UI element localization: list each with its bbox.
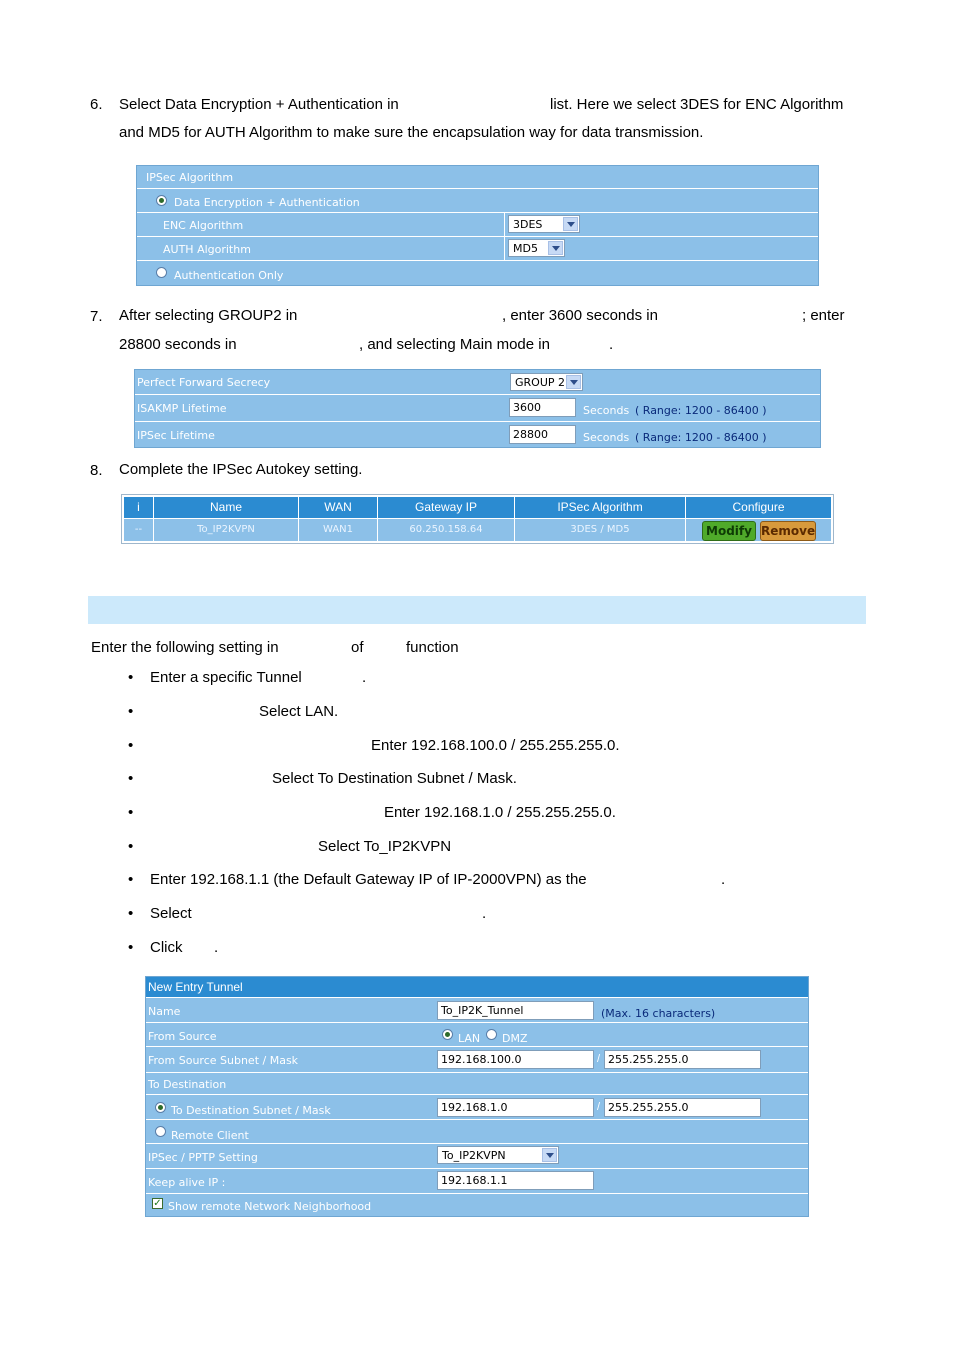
- header-wan: WAN: [324, 500, 352, 514]
- step-number: 8.: [90, 462, 103, 479]
- to-destination-subnet-label: To Destination Subnet / Mask: [171, 1104, 331, 1117]
- cell-wan: WAN1: [322, 524, 354, 535]
- auth-algorithm-label: AUTH Algorithm: [163, 243, 251, 256]
- pfs-value: GROUP 2: [515, 376, 566, 389]
- seconds-label: Seconds: [583, 431, 630, 444]
- intro-text-c: function: [406, 639, 459, 656]
- intro-text-a: Enter the following setting in: [91, 639, 279, 656]
- modify-button[interactable]: Modify: [702, 521, 756, 541]
- dmz-label: DMZ: [502, 1032, 528, 1045]
- list-item-text: Enter 192.168.100.0 / 255.255.255.0.: [371, 737, 620, 754]
- from-subnet-label: From Source Subnet / Mask: [148, 1054, 299, 1067]
- to-destination-subnet-radio[interactable]: [155, 1102, 166, 1113]
- step7-text-b: , enter 3600 seconds in: [502, 307, 658, 324]
- step6-text-a: Select Data Encryption + Authentication in: [119, 96, 399, 113]
- isakmp-lifetime-label: ISAKMP Lifetime: [137, 402, 227, 415]
- isakmp-lifetime-input[interactable]: 3600: [509, 398, 576, 417]
- seconds-label: Seconds: [583, 404, 630, 417]
- enc-algorithm-label: ENC Algorithm: [163, 219, 244, 232]
- step7-text-f: .: [609, 336, 614, 353]
- cell-ipsec-algorithm: 3DES / MD5: [570, 524, 630, 535]
- ipsec-algorithm-panel: [136, 165, 819, 286]
- header-index: i: [137, 500, 140, 514]
- range-hint: ( Range: 1200 - 86400 ): [635, 404, 767, 417]
- lifetime-panel: [134, 369, 821, 448]
- auth-algorithm-value: MD5: [513, 242, 538, 255]
- pfs-select[interactable]: [510, 373, 583, 391]
- ipsec-pptp-select[interactable]: [437, 1146, 559, 1164]
- step-number: 7.: [90, 308, 103, 325]
- lan-radio[interactable]: [442, 1029, 453, 1040]
- auth-algorithm-select[interactable]: [508, 239, 565, 257]
- dmz-radio[interactable]: [486, 1029, 497, 1040]
- from-source-label: From Source: [148, 1030, 217, 1043]
- cell-index: --: [134, 524, 143, 535]
- new-entry-tunnel-panel: New Entry Tunnel Name To_IP2K_Tunnel (Max. 16 characters) From Source LAN DMZ From Source Subnet / Mask 192.168.100.0 / 255.255.255.0 To Destination To Destination Subnet / Mask 192.168.1.0 / 255.255.255.0 Remote Client IPSec / PPTP Setting To_IP2KVPN Keep alive IP : 192.168.1.1 ✓ Show remote Network Neighborhood: [145, 976, 809, 1217]
- list-item-end: .: [214, 939, 219, 956]
- keepalive-input[interactable]: 192.168.1.1: [437, 1171, 594, 1190]
- cell-name: To_IP2KVPN: [197, 524, 255, 535]
- section-heading-bar: [88, 596, 866, 624]
- list-item-text: Select To_IP2KVPN: [318, 838, 452, 855]
- from-mask-input[interactable]: 255.255.255.0: [604, 1050, 761, 1069]
- list-item-end: .: [362, 669, 367, 686]
- ipsec-pptp-label: IPSec / PPTP Setting: [148, 1151, 258, 1164]
- list-item-end: .: [482, 905, 487, 922]
- auth-only-radio[interactable]: [156, 267, 167, 278]
- to-mask-input[interactable]: 255.255.255.0: [604, 1098, 761, 1117]
- enc-algorithm-value: 3DES: [513, 218, 543, 231]
- remote-client-label: Remote Client: [171, 1129, 249, 1142]
- chevron-down-icon: [548, 241, 563, 255]
- to-subnet-input[interactable]: 192.168.1.0: [437, 1098, 594, 1117]
- name-hint: (Max. 16 characters): [601, 1007, 716, 1020]
- header-name: Name: [209, 500, 242, 514]
- step-number: 6.: [90, 96, 103, 113]
- list-item: • Enter a specific Tunnel: [128, 669, 302, 686]
- to-destination-label: To Destination: [148, 1078, 227, 1091]
- header-gateway-ip: Gateway IP: [414, 500, 478, 514]
- show-remote-label: Show remote Network Neighborhood: [168, 1200, 372, 1213]
- from-subnet-input[interactable]: 192.168.100.0: [437, 1050, 594, 1069]
- chevron-down-icon: [563, 217, 578, 231]
- header-configure: Configure: [732, 500, 785, 514]
- name-label: Name: [148, 1005, 181, 1018]
- step7-text-e: , and selecting Main mode in: [359, 336, 550, 353]
- autokey-table: [121, 494, 834, 544]
- step7-text-a: After selecting GROUP2 in: [119, 307, 298, 324]
- checkbox-icon[interactable]: ✓: [153, 1198, 162, 1209]
- pfs-label: Perfect Forward Secrecy: [137, 376, 271, 389]
- step8-text: Complete the IPSec Autokey setting.: [119, 461, 363, 478]
- range-hint: ( Range: 1200 - 86400 ): [635, 431, 767, 444]
- chevron-down-icon: [542, 1148, 557, 1162]
- step7-text-c: ; enter: [802, 307, 845, 324]
- remove-button[interactable]: Remove: [760, 521, 816, 541]
- panel-title: New Entry Tunnel: [148, 980, 243, 994]
- header-ipsec-algorithm: IPSec Algorithm: [557, 500, 643, 514]
- list-item-end: .: [721, 871, 726, 888]
- lan-label: LAN: [458, 1032, 481, 1045]
- enc-auth-label: Data Encryption + Authentication: [174, 196, 360, 209]
- step7-text-d: 28800 seconds in: [119, 336, 237, 353]
- chevron-down-icon: [566, 375, 581, 389]
- intro-text-b: of: [351, 639, 364, 656]
- step6-text-b: list. Here we select 3DES for ENC Algorithm: [550, 96, 844, 113]
- list-item-text: Select To Destination Subnet / Mask.: [272, 770, 517, 787]
- list-item: • Enter 192.168.1.1 (the Default Gateway IP of IP-2000VPN) as the: [128, 871, 587, 888]
- enc-auth-radio[interactable]: [156, 195, 167, 206]
- enc-algorithm-select[interactable]: [508, 215, 580, 233]
- auth-only-label: Authentication Only: [174, 269, 284, 282]
- ipsec-pptp-value: To_IP2KVPN: [442, 1149, 506, 1162]
- list-item: • Click: [128, 939, 183, 956]
- keepalive-label: Keep alive IP :: [148, 1176, 226, 1189]
- ipsec-lifetime-input[interactable]: 28800: [509, 425, 576, 444]
- list-item: • Select: [128, 905, 192, 922]
- ipsec-lifetime-label: IPSec Lifetime: [137, 429, 215, 442]
- list-item-text: Select LAN.: [259, 703, 339, 720]
- step6-text-line2: and MD5 for AUTH Algorithm to make sure the encapsulation way for data transmission.: [119, 124, 704, 141]
- panel-title: IPSec Algorithm: [146, 171, 234, 184]
- remote-client-radio[interactable]: [155, 1126, 166, 1137]
- cell-gateway-ip: 60.250.158.64: [409, 524, 483, 535]
- list-item-text: Enter 192.168.1.0 / 255.255.255.0.: [384, 804, 616, 821]
- name-input[interactable]: To_IP2K_Tunnel: [437, 1001, 594, 1020]
